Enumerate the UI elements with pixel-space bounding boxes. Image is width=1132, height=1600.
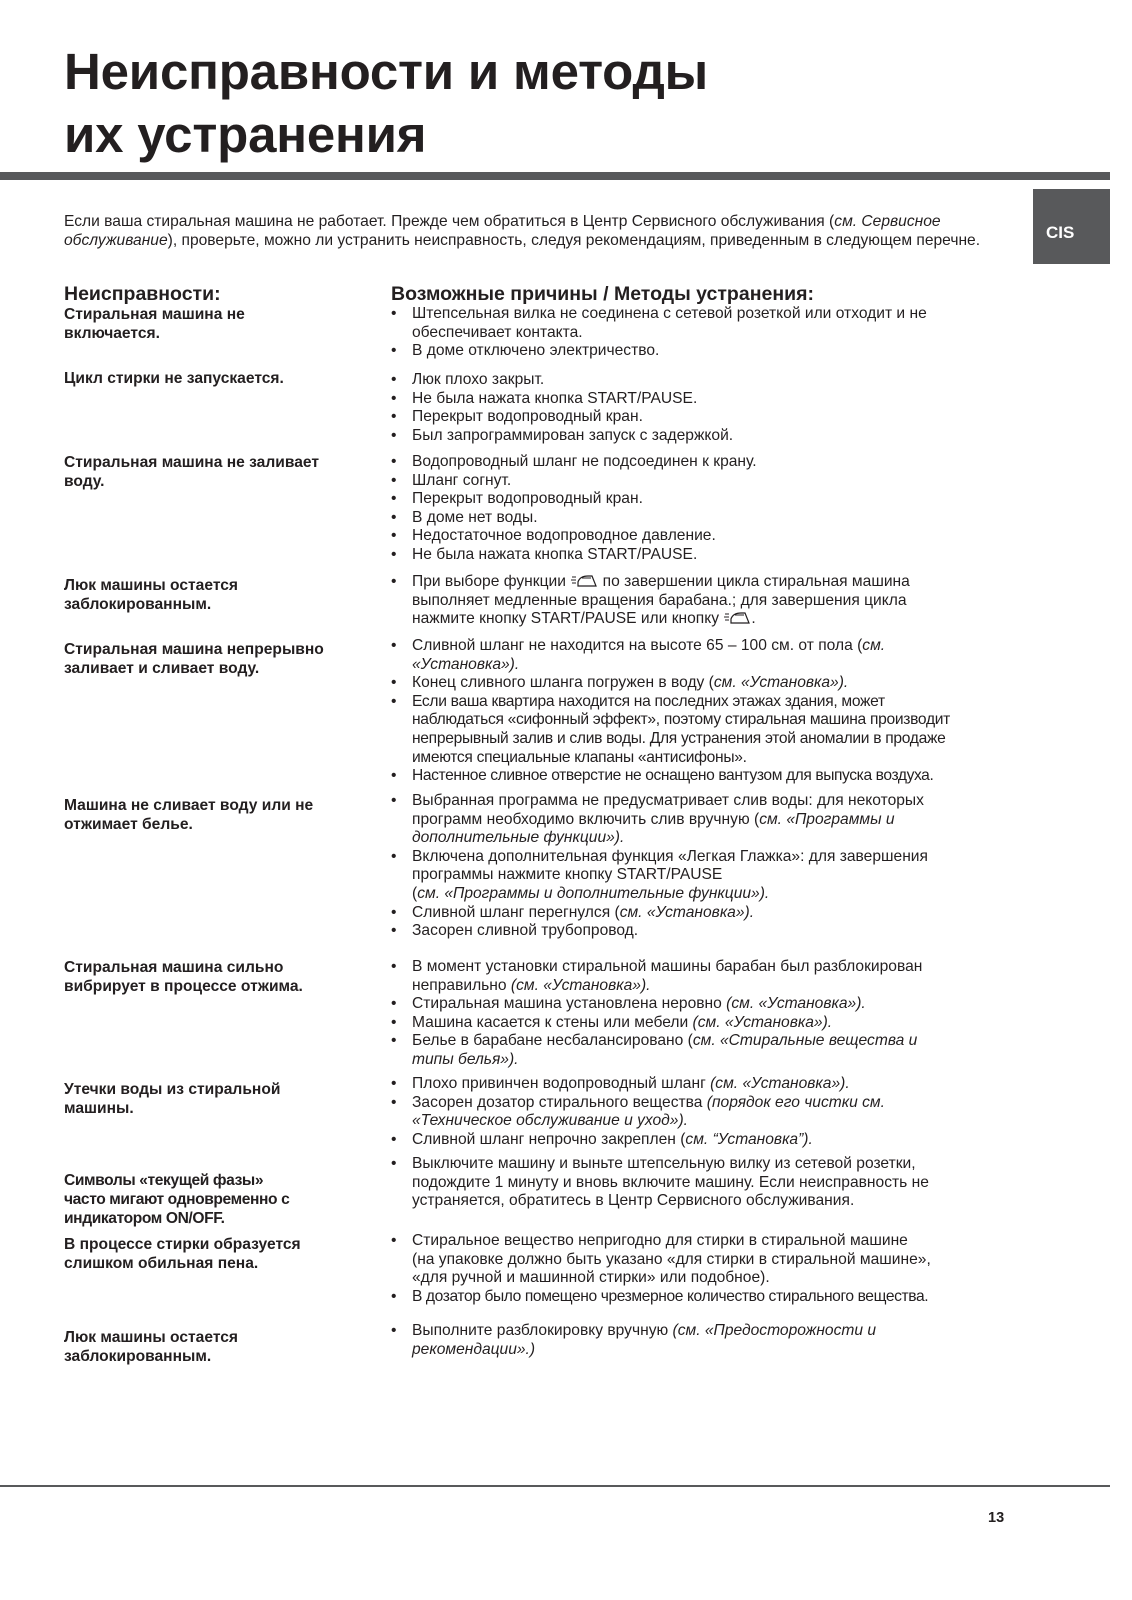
cause-item: [391, 1131, 1031, 1150]
cause-line: устраняется, обратитесь в Центр Сервисного обслуживания.: [412, 1192, 855, 1210]
title-line-1: Неисправности и методы: [64, 43, 708, 100]
causes-list: [391, 305, 1031, 361]
cause-item: [391, 674, 1031, 693]
cause-item: [391, 922, 1031, 941]
fault-line: отжимает белье.: [64, 816, 193, 834]
fault-item: [64, 1080, 382, 1118]
cause-line: Засорен сливной трубопровод.: [412, 922, 639, 940]
cause-reference: (см. «Установка»).: [710, 1075, 850, 1092]
cause-line: Не была нажата кнопка START/PAUSE.: [412, 389, 698, 407]
cause-line: Настенное сливное отверстие не оснащено вантузом для выпуска воздуха.: [412, 767, 934, 785]
fault-item: [64, 305, 382, 343]
causes-list: [391, 371, 1031, 445]
cause-item: [391, 1232, 1031, 1288]
cause-reference: см. «Программы и дополнительные функции»).: [417, 884, 770, 902]
fault-line: включается.: [64, 325, 160, 343]
fault-line: Стиральная машина не: [64, 306, 245, 323]
cause-line: Если ваша квартира находится на последних этажах здания, может: [412, 692, 885, 710]
cause-reference: (порядок его чистки см.: [706, 1093, 885, 1111]
fault-line: заблокированным.: [64, 596, 212, 614]
cause-line: Машина касается к стены или мебели: [412, 1013, 693, 1031]
cause-item: [391, 573, 1031, 629]
cause-reference: «Техническое обслуживание и уход»).: [412, 1112, 688, 1130]
cause-item: [391, 472, 1031, 491]
fault-item: [64, 576, 382, 614]
cause-reference: см. «Установка»).: [713, 674, 849, 692]
cause-line: Белье в барабане несбалансировано (: [412, 1032, 693, 1050]
fault-line: В процессе стирки образуется: [64, 1236, 301, 1253]
cause-line: наблюдаться «сифонный эффект», поэтому стиральная машина производит: [412, 711, 951, 729]
fault-line: Утечки воды из стиральной: [64, 1081, 281, 1098]
cause-line: Водопроводный шланг не подсоединен к крану.: [412, 453, 757, 470]
cause-item: [391, 767, 1031, 786]
cause-line: Стиральная машина установлена неровно: [412, 995, 727, 1013]
cause-reference: дополнительные функции»).: [412, 829, 625, 847]
cause-reference: (см. «Установка»).: [510, 976, 651, 994]
fault-item: [64, 1235, 382, 1273]
cause-reference: рекомендации».): [412, 1340, 536, 1358]
cause-item: [391, 453, 1031, 472]
fault-item: [64, 369, 382, 388]
cause-item: [391, 792, 1031, 848]
cause-item: [391, 1094, 1031, 1131]
causes-list: [391, 1075, 1031, 1149]
language-tab: [1033, 189, 1110, 264]
cause-line: Был запрограммирован запуск с задержкой.: [412, 426, 734, 444]
fault-line: Машина не сливает воду или не: [64, 797, 314, 814]
cause-reference: см. «Программы и: [759, 810, 895, 828]
fault-line: Стиральная машина не заливает: [64, 454, 319, 471]
fault-item: [64, 796, 382, 834]
cause-item: [391, 995, 1031, 1014]
fault-line: Стиральная машина сильно: [64, 959, 284, 976]
cause-line: Конец сливного шланга погружен в воду (: [412, 674, 714, 692]
cause-item: [391, 1032, 1031, 1069]
fault-item: [64, 958, 382, 996]
causes-list: [391, 573, 1031, 629]
cause-item: [391, 408, 1031, 427]
cause-reference: (см. «Установка»).: [726, 995, 866, 1013]
cause-line: В дозатор было помещено чрезмерное количество стирального вещества.: [412, 1287, 929, 1305]
fault-line: воду.: [64, 473, 105, 491]
intro-paragraph: [64, 212, 1014, 250]
cause-line: Сливной шланг непрочно закреплен (: [412, 1130, 686, 1148]
title-line-2: их устранения: [64, 106, 427, 163]
cause-reference: см.: [862, 637, 886, 654]
cause-item: [391, 342, 1031, 361]
language-tab-label: CIS: [1046, 223, 1075, 242]
cause-item: [391, 1014, 1031, 1033]
cause-item: [391, 305, 1031, 342]
fault-item: [64, 453, 382, 491]
cause-item: [391, 490, 1031, 509]
intro-text-1: Если ваша стиральная машина не работает. Прежде чем обратиться в Центр Сервисного обслуживания (: [64, 213, 835, 230]
fault-line: индикатором ON/OFF.: [64, 1210, 225, 1228]
page-title: [64, 40, 708, 166]
cause-item: [391, 1155, 1031, 1211]
fault-line: слишком обильная пена.: [64, 1255, 259, 1273]
fault-item: [64, 1171, 382, 1229]
fault-line: часто мигают одновременно с: [64, 1191, 290, 1209]
cause-line: Перекрыт водопроводный кран.: [412, 408, 643, 426]
cause-reference: см. «Установка»).: [619, 903, 755, 921]
cause-line: обеспечивает контакта.: [412, 323, 583, 341]
cause-line: Люк плохо закрыт.: [412, 371, 545, 388]
fault-line: Люк машины остается: [64, 1329, 239, 1346]
cause-item: [391, 509, 1031, 528]
cause-item: [391, 1075, 1031, 1094]
cause-line: Включена дополнительная функция «Легкая Глажка»: для завершения: [412, 847, 928, 865]
cause-item: [391, 527, 1031, 546]
cause-line: выполняет медленные вращения барабана.; для завершения цикла: [412, 591, 907, 609]
causes-list: [391, 1322, 1031, 1359]
faults-column-heading: Неисправности:: [64, 283, 221, 305]
cause-line: Недостаточное водопроводное давление.: [412, 527, 716, 545]
causes-list: [391, 1155, 1031, 1211]
cause-item: [391, 848, 1031, 904]
footer-rule: [0, 1485, 1110, 1487]
cause-line: В доме нет воды.: [412, 508, 538, 526]
intro-text-2: ), проверьте, можно ли устранить неисправность, следуя рекомендациям, приведенным в следующем перечне.: [167, 232, 981, 250]
cause-line: Выполните разблокировку вручную: [412, 1322, 673, 1339]
cause-item: [391, 958, 1031, 995]
fault-item: [64, 640, 382, 678]
header-rule: [0, 172, 1110, 180]
cause-line: «для ручной и машинной стирки» или подобное).: [412, 1269, 770, 1287]
cause-line: Штепсельная вилка не соединена с сетевой розеткой или отходит и не: [412, 305, 927, 322]
cause-item: [391, 693, 1031, 767]
cause-reference: (см. «Предосторожности и: [672, 1322, 877, 1339]
cause-item: [391, 1322, 1031, 1359]
fault-line: Символы «текущей фазы»: [64, 1172, 264, 1189]
fault-line: заблокированным.: [64, 1348, 212, 1366]
cause-item: [391, 390, 1031, 409]
cause-line: Стиральное вещество непригодно для стирки в стиральной машине: [412, 1232, 908, 1249]
fault-line: вибрирует в процессе отжима.: [64, 978, 303, 996]
cause-line: имеются специальные клапаны «антисифоны».: [412, 748, 747, 766]
cause-line: Шланг согнут.: [412, 471, 512, 489]
cause-line: неправильно: [412, 976, 511, 994]
cause-reference: типы белья»).: [412, 1050, 519, 1068]
cause-item: [391, 637, 1031, 674]
cause-item: [391, 1288, 1031, 1307]
cause-line: Выбранная программа не предусматривает слив воды: для некоторых: [412, 792, 924, 809]
cause-line: .: [751, 610, 756, 628]
cause-line: Сливной шланг не находится на высоте 65 – 100 см. от пола (: [412, 637, 863, 654]
cause-line: (на упаковке должно быть указано «для стирки в стиральной машине»,: [412, 1250, 931, 1268]
fault-line: Люк машины остается: [64, 577, 239, 594]
easy-iron-icon: [570, 574, 598, 588]
causes-list: [391, 958, 1031, 1070]
fault-line: машины.: [64, 1100, 134, 1118]
cause-line: Сливной шланг перегнулся (: [412, 903, 620, 921]
cause-line: Не была нажата кнопка START/PAUSE.: [412, 545, 698, 563]
fault-line: заливает и сливает воду.: [64, 660, 260, 678]
cause-item: [391, 427, 1031, 446]
page-number: 13: [988, 1510, 1005, 1526]
causes-list: [391, 637, 1031, 786]
causes-list: [391, 453, 1031, 565]
cause-line: программы нажмите кнопку START/PAUSE: [412, 866, 723, 884]
cause-item: [391, 904, 1031, 923]
cause-line: Перекрыт водопроводный кран.: [412, 490, 643, 508]
causes-list: [391, 792, 1031, 941]
cause-line: Засорен дозатор стирального вещества: [412, 1093, 707, 1111]
cause-line: Выключите машину и выньте штепсельную вилку из сетевой розетки,: [412, 1155, 916, 1172]
easy-iron-icon: [723, 611, 751, 625]
causes-column-heading: Возможные причины / Методы устранения:: [391, 283, 814, 305]
cause-line: по завершении цикла стиральная машина: [602, 573, 910, 590]
intro-reference: см. Сервисное обслуживание: [64, 213, 941, 250]
cause-item: [391, 371, 1031, 390]
cause-line: Плохо привинчен водопроводный шланг: [412, 1075, 711, 1092]
cause-line: программ необходимо включить слив вручную (: [412, 810, 760, 828]
cause-line: (: [412, 884, 418, 902]
cause-line: При выборе функции: [412, 573, 566, 590]
cause-reference: «Установка»).: [412, 655, 520, 673]
cause-line: В доме отключено электричество.: [412, 342, 660, 360]
cause-line: подождите 1 минуту и вновь включите машину. Если неисправность не: [412, 1173, 929, 1191]
fault-line: Стиральная машина непрерывно: [64, 641, 324, 658]
cause-line: В момент установки стиральной машины барабан был разблокирован: [412, 958, 923, 975]
cause-reference: см. “Установка”).: [685, 1130, 813, 1148]
fault-item: [64, 1328, 382, 1366]
cause-item: [391, 546, 1031, 565]
cause-reference: см. «Стиральные вещества и: [692, 1032, 918, 1050]
fault-line: Цикл стирки не запускается.: [64, 370, 284, 387]
cause-reference: (см. «Установка»).: [692, 1013, 833, 1031]
causes-list: [391, 1232, 1031, 1306]
cause-line: нажмите кнопку START/PAUSE или кнопку: [412, 610, 720, 628]
cause-line: непрерывный залив и слив воды. Для устранения этой аномалии в продаже: [412, 729, 946, 747]
